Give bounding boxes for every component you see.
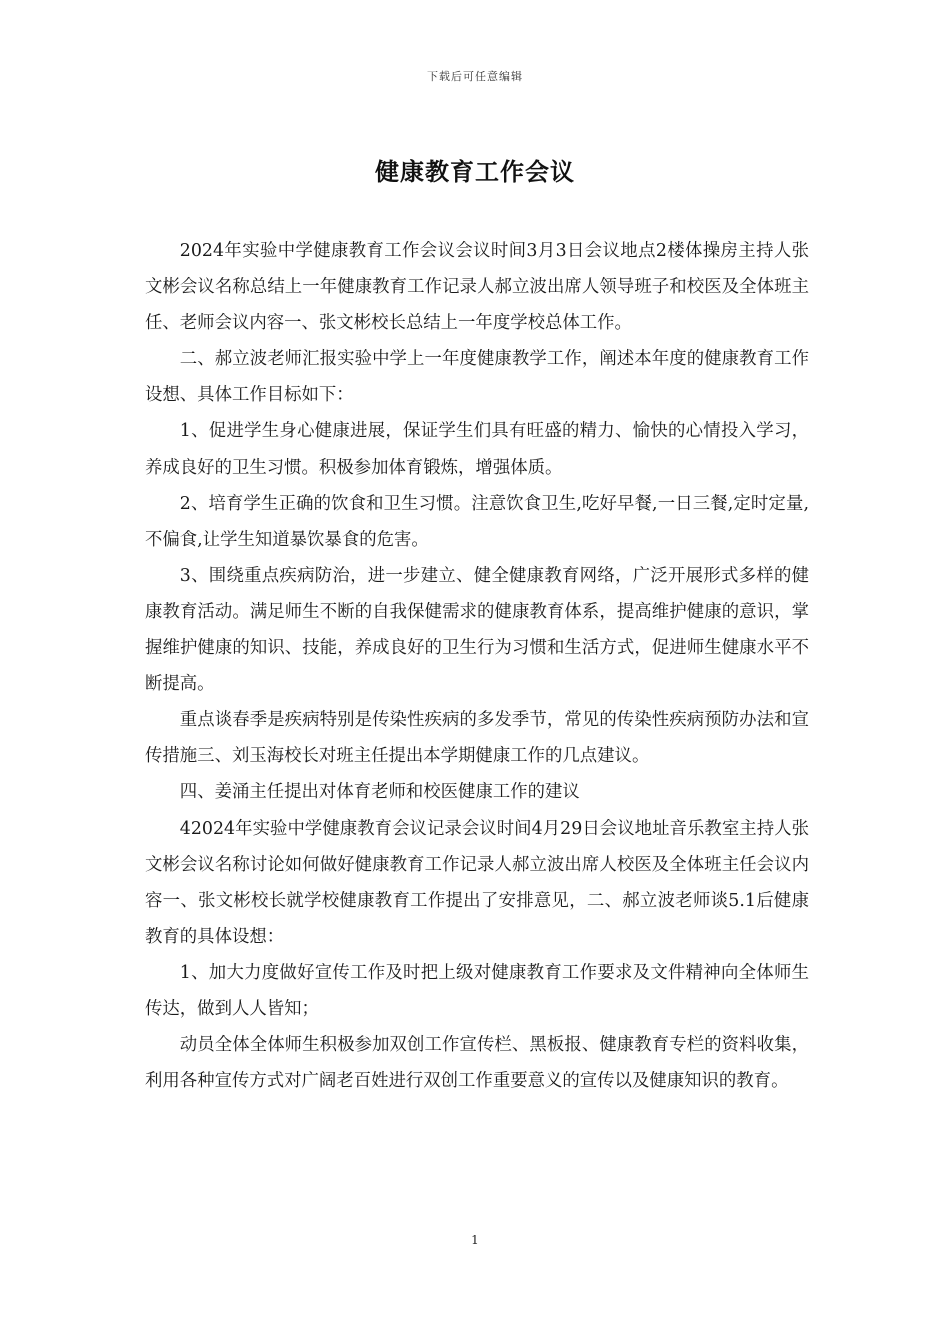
- paragraph: 重点谈春季是疾病特别是传染性疾病的多发季节，常见的传染性疾病预防办法和宣传措施三、刘玉海校长对班主任提出本学期健康工作的几点建议。: [145, 710, 809, 767]
- paragraph: 1、加大力度做好宣传工作及时把上级对健康教育工作要求及文件精神向全体师生传达，做到人人皆知；: [145, 962, 809, 1019]
- page-number: 1: [471, 1233, 479, 1247]
- paragraph: 四、姜涌主任提出对体育老师和校医健康工作的建议: [179, 782, 580, 803]
- header-note: 下载后可任意编辑: [427, 70, 523, 83]
- paragraph: 2024年实验中学健康教育工作会议会议时间3月3日会议地点2楼体操房主持人张文彬会议名称总结上一年健康教育工作记录人郝立波出席人领导班子和校医及全体班主任、老师会议内容一、张文彬校长总结上一年度学校总体工作。: [145, 241, 809, 334]
- paragraph: 二、郝立波老师汇报实验中学上一年度健康教学工作，阐述本年度的健康教育工作设想、具体工作目标如下：: [145, 349, 809, 406]
- document-title: 健康教育工作会议: [375, 157, 575, 186]
- paragraph: 42024年实验中学健康教育会议记录会议时间4月29日会议地址音乐教室主持人张文彬会议名称讨论如何做好健康教育工作记录人郝立波出席人校医及全体班主任会议内容一、张文彬校长就学校健康教育工作提出了安排意见，二、郝立波老师谈5.1后健康教育的具体设想：: [145, 818, 809, 947]
- paragraph: 2、培育学生正确的饮食和卫生习惯。注意饮食卫生,吃好早餐,一日三餐,定时定量,不偏食,让学生知道暴饮暴食的危害。: [145, 493, 809, 550]
- document-body: [145, 233, 809, 1099]
- paragraph: 动员全体全体师生积极参加双创工作宣传栏、黑板报、健康教育专栏的资料收集，利用各种宣传方式对广阔老百姓进行双创工作重要意义的宣传以及健康知识的教育。: [145, 1035, 809, 1092]
- paragraph: 3、围绕重点疾病防治，进一步建立、健全健康教育网络，广泛开展形式多样的健康教育活动。满足师生不断的自我保健需求的健康教育体系，提高维护健康的意识，掌握维护健康的知识、技能，养成良好的卫生行为习惯和生活方式，促进师生健康水平不断提高。: [145, 565, 809, 695]
- paragraph: 1、促进学生身心健康进展，保证学生们具有旺盛的精力、愉快的心情投入学习，养成良好的卫生习惯。积极参加体育锻炼，增强体质。: [145, 421, 809, 478]
